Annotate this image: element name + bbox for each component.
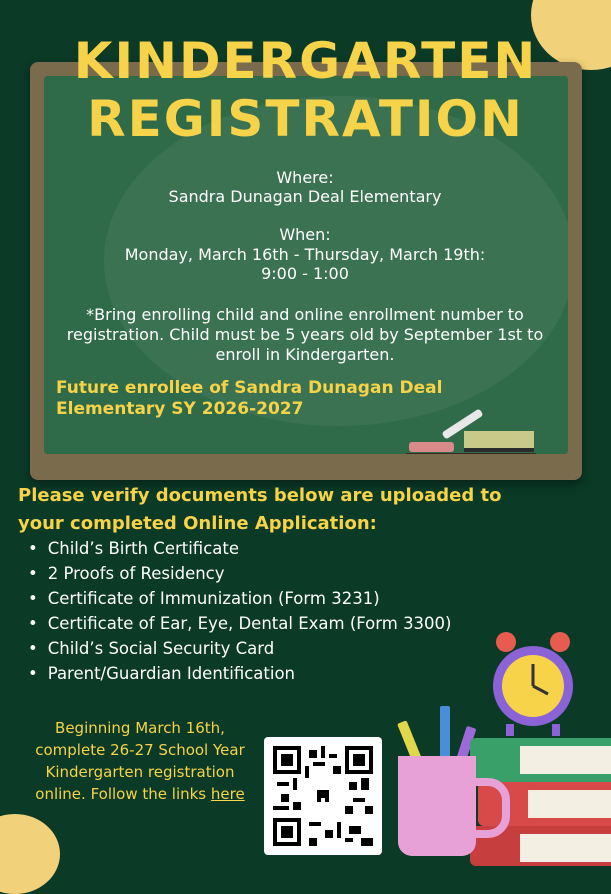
when-label: When: [279,225,331,244]
instructions-text: Beginning March 16th, complete 26-27 School Year Kindergarten registration online. Follow the links [35,719,245,803]
where-label: Where: [276,168,334,187]
verify-heading [18,482,578,538]
qr-code[interactable] [264,737,382,855]
future-line-2: Elementary SY 2026-2027 [56,399,304,419]
chalk-tray [406,453,536,454]
corner-decoration-bottom [0,814,60,894]
where-value: Sandra Dunagan Deal Elementary [168,187,442,206]
title-line-1: KINDERGARTEN [73,32,538,90]
qr-code-icon [273,746,373,846]
verify-line-1: Please verify documents below are uploaded to [18,485,502,506]
eraser-icon [409,442,454,452]
list-item: • Certificate of Immunization (Form 3231) [28,586,452,611]
list-item: • Parent/Guardian Identification [28,661,452,686]
enrollment-note: *Bring enrolling child and online enrollment number to registration. Child must be 5 years old by September 1st to enroll in Kindergarten. [66,305,544,364]
book-icon [470,738,611,782]
book-icon [464,431,534,452]
here-link[interactable]: here [210,785,245,803]
when-dates: Monday, March 16th - Thursday, March 19th: [124,245,486,264]
list-item: • 2 Proofs of Residency [28,561,452,586]
document-list [28,536,452,686]
verify-line-2: your completed Online Application: [18,513,377,534]
future-enrollee-heading [56,378,442,420]
future-line-1: Future enrollee of Sandra Dunagan Deal [56,378,443,398]
list-item: • Certificate of Ear, Eye, Dental Exam (Form 3300) [28,611,452,636]
list-item: • Child’s Social Security Card [28,636,452,661]
registration-instructions [20,717,260,805]
mug-icon [398,756,476,856]
alarm-clock-icon [488,628,578,738]
title-line-2: REGISTRATION [87,90,524,148]
when-time: 9:00 - 1:00 [261,264,349,283]
list-item: • Child’s Birth Certificate [28,536,452,561]
